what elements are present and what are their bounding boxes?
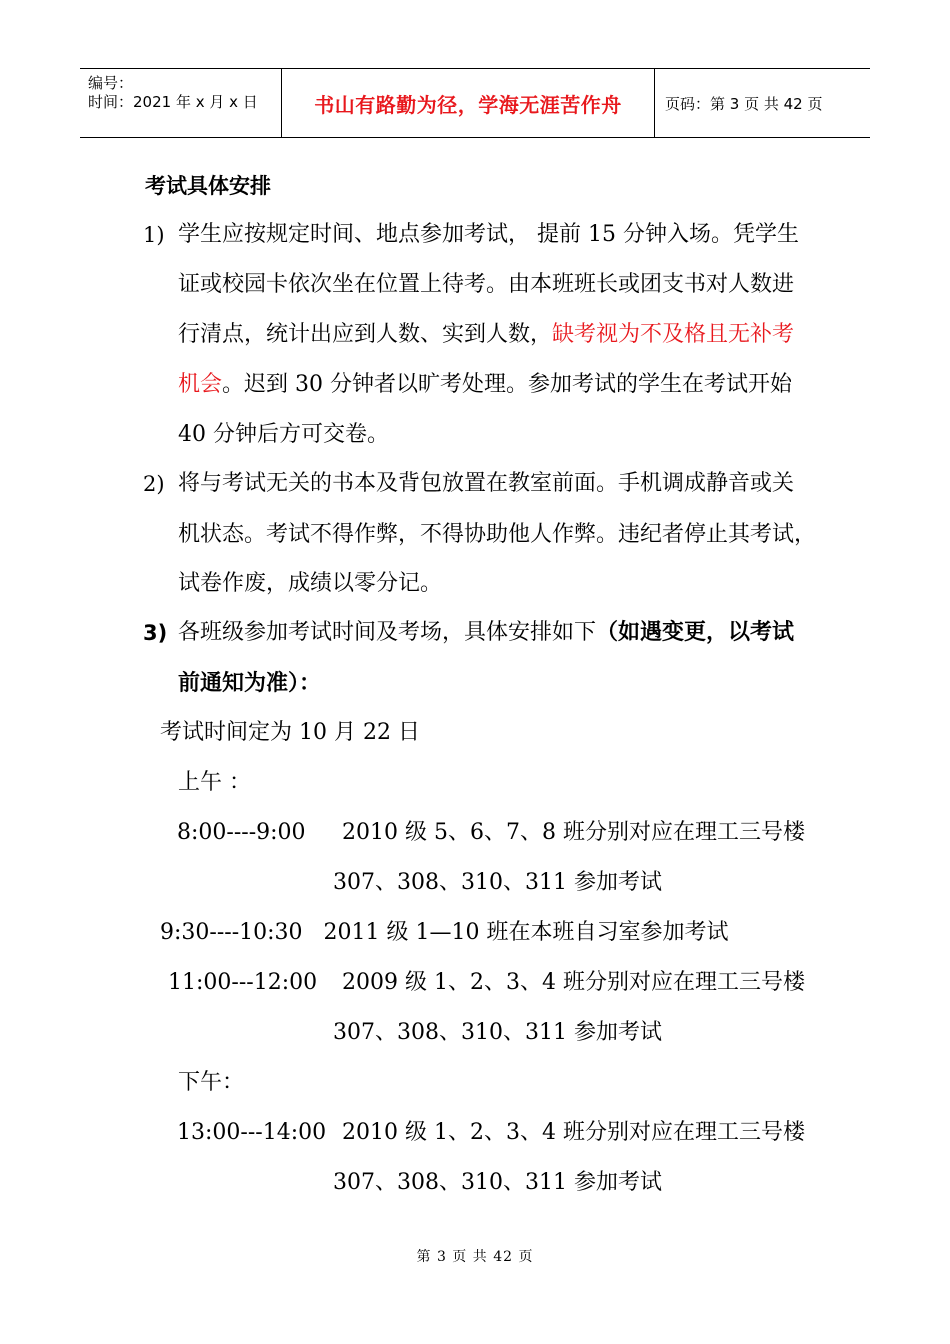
- highlight-text: 机会: [178, 372, 223, 397]
- schedule-time: 9:30----10:30: [160, 920, 303, 945]
- schedule-entry: [160, 920, 729, 946]
- item-line: 机状态。考试不得作弊，不得协助他人作弊。违纪者停止其考试，: [178, 522, 817, 547]
- schedule-cont: 307、308、310、311 参加考试: [333, 1020, 662, 1045]
- item-number: 3): [143, 621, 168, 645]
- schedule-entry: [177, 820, 805, 846]
- item-line: 证或校园卡依次坐在位置上待考。由本班班长或团支书对人数进: [178, 272, 795, 297]
- item-line: 各班级参加考试时间及考场，具体安排如下（如遇变更，以考试: [178, 620, 795, 645]
- page-header: [80, 68, 870, 138]
- morning-label: 上午 ：: [178, 770, 251, 795]
- item-line: 将与考试无关的书本及背包放置在教室前面。手机调成静音或关: [178, 471, 795, 496]
- section-title: 考试具体安排: [145, 174, 271, 198]
- item-line: 40 分钟后方可交卷。: [178, 422, 389, 447]
- item-line: 试卷作废，成绩以零分记。: [178, 571, 443, 596]
- schedule-desc: 2009 级 1、2、3、4 班分别对应在理工三号楼: [342, 970, 805, 995]
- item-line: 行清点，统计出应到人数、实到人数，缺考视为不及格且无补考: [178, 322, 795, 347]
- schedule-desc: 2010 级 1、2、3、4 班分别对应在理工三号楼: [342, 1120, 805, 1145]
- item-line: 前通知为准）：: [178, 671, 322, 696]
- item-line: 机会。迟到 30 分钟者以旷考处理。参加考试的学生在考试开始: [178, 372, 792, 397]
- date-label: 时间：2021 年 x 月 x 日: [88, 93, 258, 111]
- item-number: 1): [143, 223, 165, 247]
- schedule-time: 13:00---14:00: [177, 1120, 327, 1145]
- item-number: 2): [143, 472, 165, 496]
- afternoon-label: 下午：: [178, 1070, 245, 1095]
- highlight-text: 缺考视为不及格且无补考: [552, 322, 795, 347]
- schedule-time: 11:00---12:00: [168, 970, 318, 995]
- schedule-desc: 2010 级 5、6、7、8 班分别对应在理工三号楼: [342, 820, 805, 845]
- schedule-time: 8:00----9:00: [177, 820, 306, 845]
- number-label: 编号：: [88, 74, 134, 92]
- schedule-entry: [168, 970, 805, 996]
- exam-date: 考试时间定为 10 月 22 日: [160, 720, 420, 745]
- page-info: 页码：第 3 页 共 42 页: [665, 94, 823, 113]
- schedule-cont: 307、308、310、311 参加考试: [333, 870, 662, 895]
- header-meta-cell: [80, 69, 282, 137]
- header-page-cell: [655, 69, 870, 137]
- header-motto-cell: [282, 69, 655, 137]
- item-line: 学生应按规定时间、地点参加考试， 提前 15 分钟入场。凭学生: [178, 222, 799, 247]
- schedule-entry: [177, 1120, 805, 1146]
- schedule-desc: 2011 级 1—10 班在本班自习室参加考试: [323, 920, 729, 945]
- page-footer: 第 3 页 共 42 页: [416, 1249, 534, 1265]
- schedule-cont: 307、308、310、311 参加考试: [333, 1170, 662, 1195]
- motto: 书山有路勤为径，学海无涯苦作舟: [314, 92, 622, 117]
- bold-note: （如遇变更，以考试: [596, 620, 795, 645]
